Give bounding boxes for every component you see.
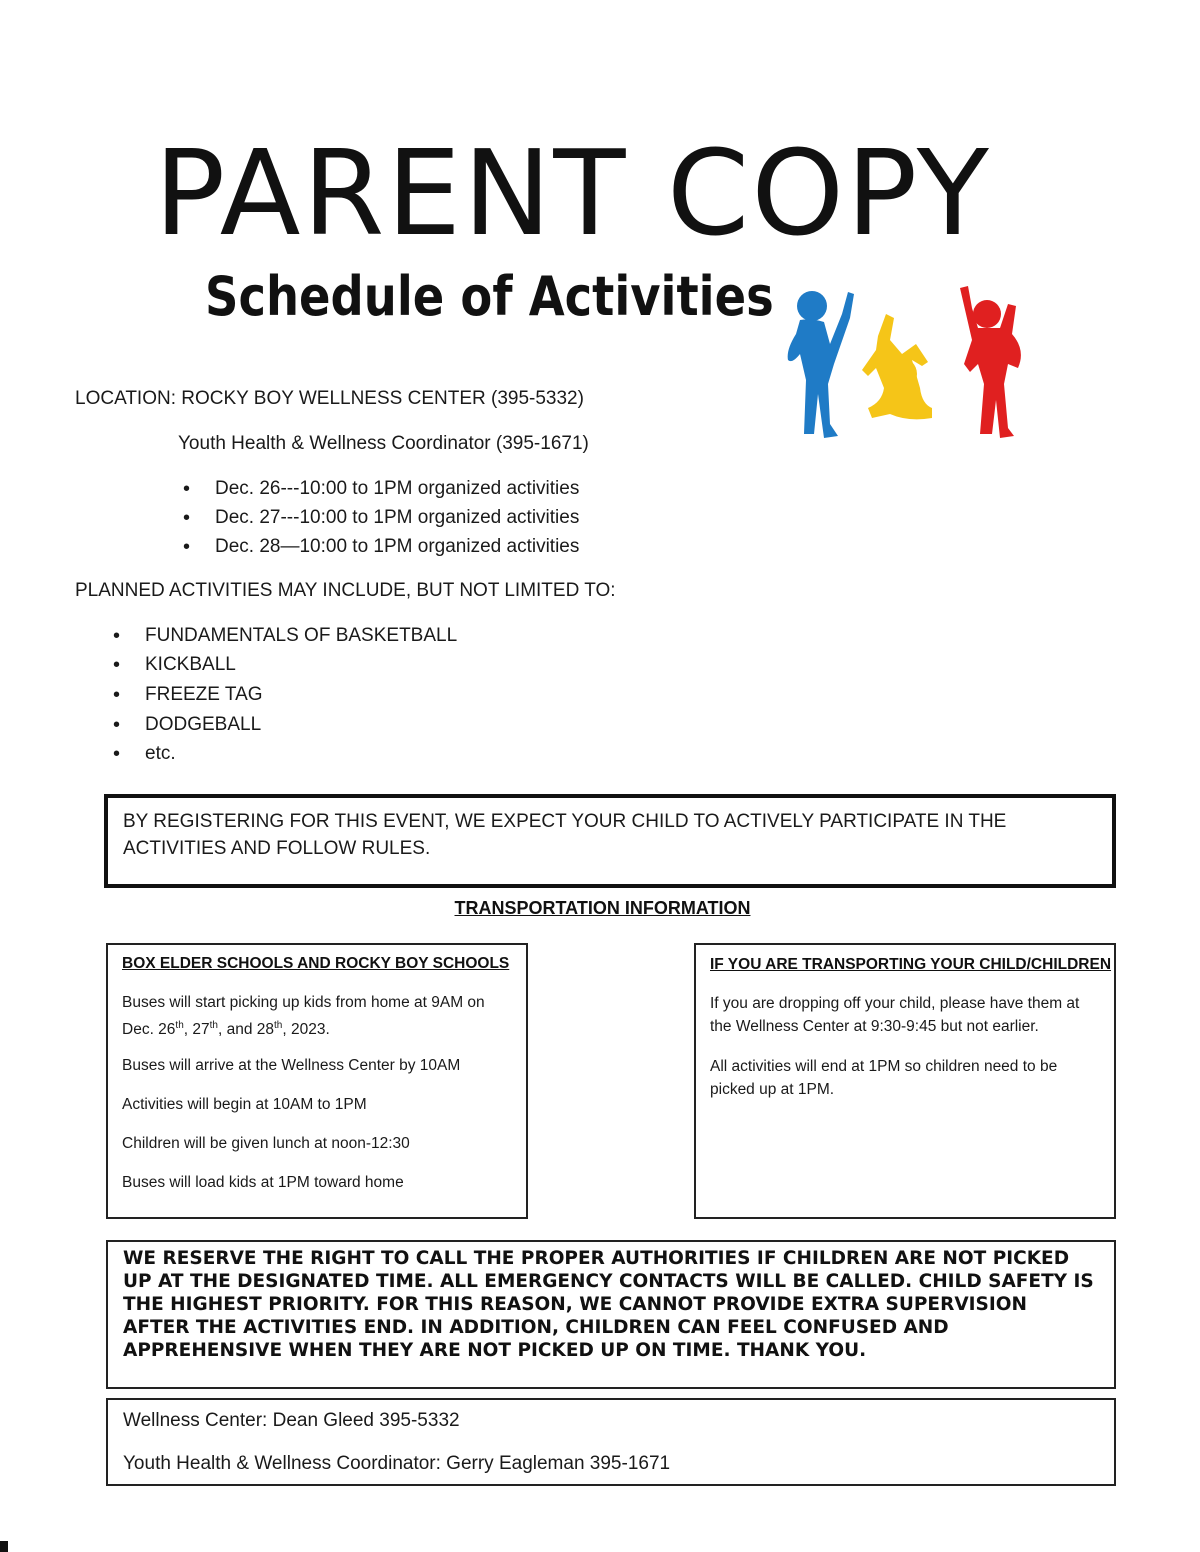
date-item: • Dec. 26---10:00 to 1PM organized activities [215, 476, 579, 502]
coordinator-line: Youth Health & Wellness Coordinator (395-1671) [178, 433, 589, 454]
activity-item: • DODGEBALL [145, 712, 261, 738]
self-transport-pickup: All activities will end at 1PM so children need to be picked up at 1PM. [710, 1058, 1058, 1098]
warning-box [106, 1240, 1116, 1389]
dancing-kids-illustration [782, 284, 1032, 446]
page-title: PARENT COPY [154, 124, 991, 262]
bus-box-heading: BOX ELDER SCHOOLS AND ROCKY BOY SCHOOLS [122, 955, 510, 972]
contact-coordinator: Youth Health & Wellness Coordinator: Gerry Eagleman 395-1671 [123, 1453, 671, 1474]
bus-line: Activities will begin at 10AM to 1PM [122, 1096, 367, 1113]
activity-item: • KICKBALL [145, 652, 236, 678]
self-transport-box [694, 943, 1116, 1219]
expectation-box [104, 794, 1116, 888]
date-item: • Dec. 28—10:00 to 1PM organized activities [215, 534, 579, 560]
planned-heading: PLANNED ACTIVITIES MAY INCLUDE, BUT NOT LIMITED TO: [75, 580, 616, 601]
bus-line: Buses will arrive at the Wellness Center by 10AM [122, 1057, 461, 1074]
bus-line: Children will be given lunch at noon-12:30 [122, 1135, 410, 1152]
bus-pickup-text: Buses will start picking up kids from home at 9AM on Dec. 26th, 27th, and 28th, 2023. [122, 994, 485, 1039]
expectation-text: BY REGISTERING FOR THIS EVENT, WE EXPECT YOUR CHILD TO ACTIVELY PARTICIPATE IN THE ACTIVITIES AND FOLLOW RULES. [123, 811, 1007, 859]
bus-box [106, 943, 528, 1219]
date-item: • Dec. 27---10:00 to 1PM organized activities [215, 505, 579, 531]
contacts-box [106, 1398, 1116, 1486]
scan-mark [0, 1541, 8, 1552]
warning-text: WE RESERVE THE RIGHT TO CALL THE PROPER AUTHORITIES IF CHILDREN ARE NOT PICKED UP AT THE DESIGNATED TIME. ALL EMERGENCY CONTACTS WILL BE CALLED. CHILD SAFETY IS THE HIGHEST PRIORITY. FOR THIS REASON, WE CANNOT PROVIDE EXTRA SUPERVISION AFTER THE ACTIVITIES END. IN ADDITION, CHILDREN CAN FEEL CONFUSED AND APPREHENSIVE WHEN THEY ARE NOT PICKED UP ON TIME. THANK YOU. [123, 1248, 1094, 1361]
contact-wellness-center: Wellness Center: Dean Gleed 395-5332 [123, 1410, 460, 1431]
self-transport-dropoff: If you are dropping off your child, please have them at the Wellness Center at 9:30-9:45 but not earlier. [710, 995, 1080, 1035]
transport-heading: TRANSPORTATION INFORMATION [454, 898, 751, 918]
activity-item: • FUNDAMENTALS OF BASKETBALL [145, 623, 457, 649]
self-transport-heading: IF YOU ARE TRANSPORTING YOUR CHILD/CHILDREN [710, 956, 1112, 973]
bus-line: Buses will load kids at 1PM toward home [122, 1174, 404, 1191]
location-line: LOCATION: ROCKY BOY WELLNESS CENTER (395-5332) [75, 388, 584, 409]
activity-item: • etc. [145, 741, 176, 767]
page-subtitle: Schedule of Activities [205, 265, 774, 328]
activity-item: • FREEZE TAG [145, 682, 263, 708]
